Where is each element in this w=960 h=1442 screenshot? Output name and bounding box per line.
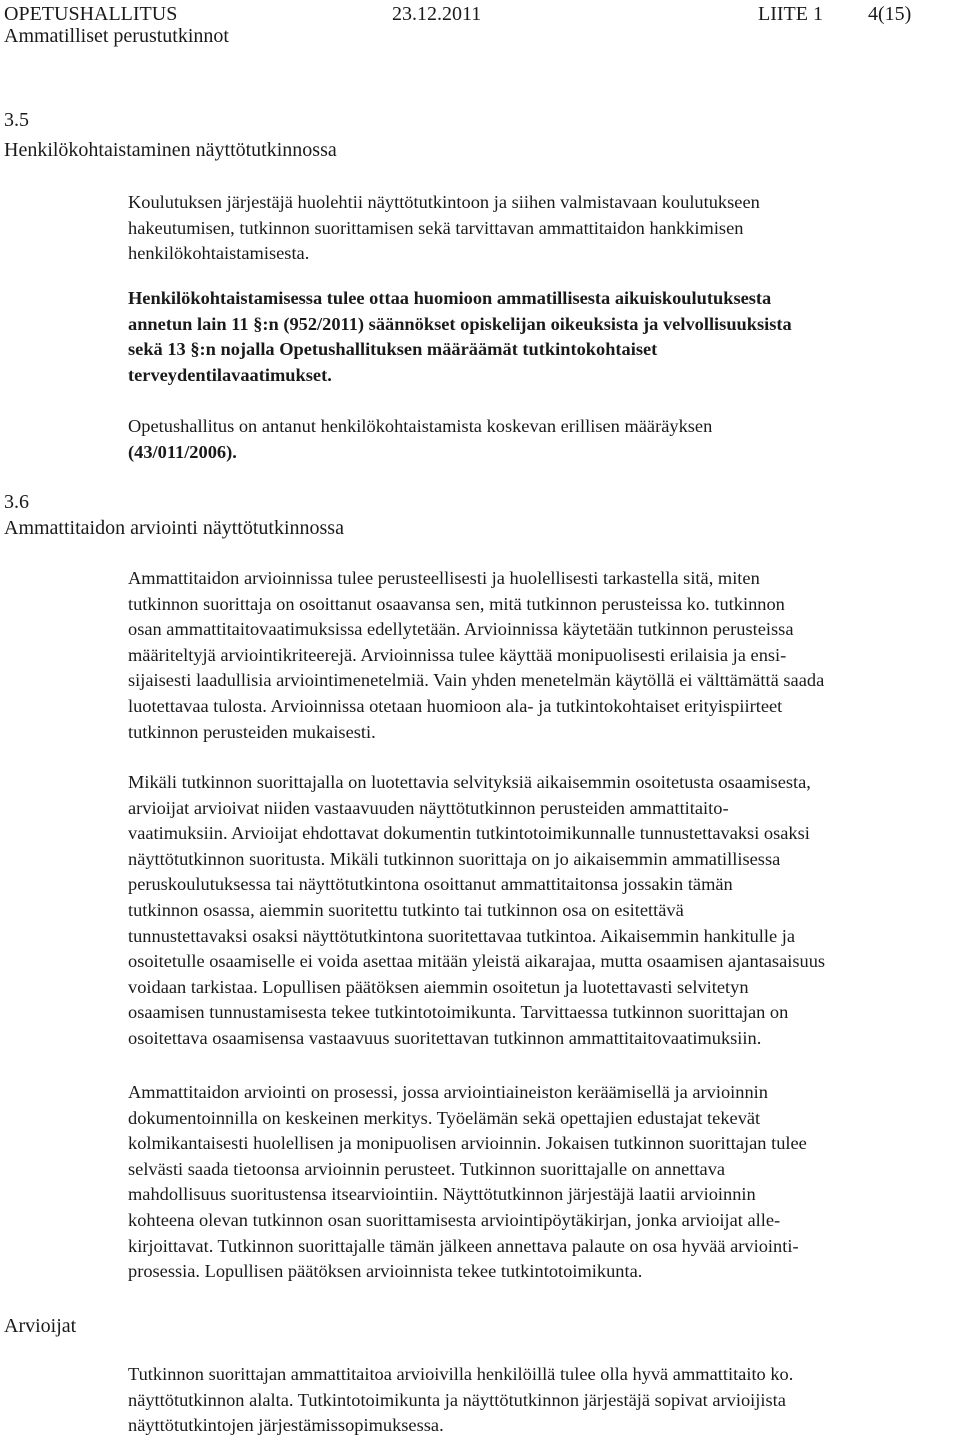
text-line: annetun lain 11 §:n (952/2011) säännökset opiskelijan oikeuksista ja velvollisuuksista: [128, 313, 792, 334]
arvioijat-paragraph: [128, 1362, 793, 1439]
text-line: hakeutumisen, tutkinnon suorittamisen sekä tarvittavan ammattitaidon hankkimisen: [128, 217, 744, 238]
text-line: tutkinnon suorittaja on osoittanut osaavansa sen, mitä tutkinnon perusteissa ko. tutkinnon: [128, 593, 785, 614]
text-line: kirjoittavat. Tutkinnon suorittajalle tämän jälkeen annettava palaute on osa hyvää arviointi-: [128, 1235, 799, 1256]
text-line: tutkinnon osassa, aiemmin suoritettu tutkinto tai tutkinnon osa on esitettävä: [128, 899, 684, 920]
text-line: tunnustettavaksi osaksi näyttötutkintona suoritettavaa tutkintoa. Aikaisemmin hankitulle ja: [128, 925, 796, 946]
text-line: tutkinnon perusteiden mukaisesti.: [128, 721, 376, 742]
header-subtitle: Ammatilliset perustutkinnot: [4, 25, 229, 47]
header-date: 23.12.2011: [392, 3, 482, 25]
text-line: Henkilökohtaistamisessa tulee ottaa huomioon ammatillisesta aikuiskoulutuksesta: [128, 288, 772, 308]
text-line: määriteltyjä arviointikriteerejä. Arvioinnissa tulee käyttää monipuolisesti erilaisia ja ensi-: [128, 644, 787, 665]
text-line: (43/011/2006).: [128, 441, 237, 462]
text-line: osoitetulle osaamiselle ei voida asettaa mitään yleistä aikarajaa, mutta osaamisen ajantasaisuus: [128, 951, 826, 972]
text-line: voidaan tarkistaa. Lopullisen päätöksen aiemmin osoitetun ja luotettavasti selvitetyn: [128, 976, 749, 997]
section-3-6-paragraph-2: [128, 770, 825, 1052]
section-3-5-paragraph-2: [128, 286, 792, 388]
section-3-6-paragraph-1: [128, 566, 824, 745]
section-title-ammattitaidon-arviointi: Ammattitaidon arviointi näyttötutkinnossa: [4, 517, 344, 539]
text-line: dokumentoinnilla on keskeinen merkitys. Työelämän sekä opettajien edustajat tekevät: [128, 1107, 761, 1128]
text-line: osaamisen tunnustamisesta tekee tutkintotoimikunta. Tarvittaessa tutkinnon suorittajan on: [128, 1002, 789, 1023]
text-line: näyttötutkinnon alalta. Tutkintotoimikunta ja näyttötutkinnon järjestäjä sopivat arvioijista: [128, 1389, 786, 1410]
text-line: prosessia. Lopullisen päätöksen arvioinnista tekee tutkintotoimikunta.: [128, 1261, 643, 1282]
text-line: osan ammattitaitovaatimuksissa edellytetään. Arvioinnissa käytetään tutkinnon perusteissa: [128, 619, 794, 640]
section-number-3-5: 3.5: [4, 109, 29, 131]
text-line: terveydentilavaatimukset.: [128, 364, 332, 385]
text-line: näyttötutkinnon suoritusta. Mikäli tutkinnon suorittaja on jo aikaisemmin ammatillisessa: [128, 848, 781, 869]
text-line: peruskoulutuksessa tai näyttötutkintona osoittanut ammattitaitonsa jossakin tämän: [128, 874, 733, 895]
text-line: kohteena olevan tutkinnon osan suorittamisesta arviointipöytäkirjan, jonka arvioijat alle-: [128, 1209, 781, 1230]
text-line: Ammattitaidon arvioinnissa tulee perusteellisesti ja huolellisesti tarkastella sitä, miten: [128, 568, 760, 588]
section-3-5-paragraph-3: [128, 414, 712, 465]
section-3-5-paragraph-1: [128, 190, 760, 267]
text-line: Ammattitaidon arviointi on prosessi, jossa arviointiaineiston keräämisellä ja arvioinnin: [128, 1082, 768, 1102]
text-line: arvioijat arvioivat niiden vastaavuuden näyttötutkinnon perusteiden ammattitaito-: [128, 797, 729, 818]
text-line: vaatimuksiin. Arvioijat ehdottavat dokumentin tutkintotoimikunnalle tunnustettavaksi osaksi: [128, 823, 810, 844]
text-line: Mikäli tutkinnon suorittajalla on luotettavia selvityksiä aikaisemmin osoitetusta osaamisesta,: [128, 772, 811, 792]
text-line: Koulutuksen järjestäjä huolehtii näyttötutkintoon ja siihen valmistavaan koulutukseen: [128, 192, 760, 212]
text-line: luotettavaa tulosta. Arvioinnissa otetaan huomioon ala- ja tutkintokohtaiset erityispiirteet: [128, 695, 783, 716]
section-title-henkilokohtaistaminen: Henkilökohtaistaminen näyttötutkinnossa: [4, 139, 337, 161]
text-line: henkilökohtaistamisesta.: [128, 243, 310, 264]
section-3-6-paragraph-3: [128, 1080, 807, 1285]
text-line: sijaisesti laadullisia arviointimenetelmiä. Vain yhden menetelmän käytöllä ei välttämättä saada: [128, 670, 825, 691]
header-org: OPETUSHALLITUS: [4, 3, 178, 25]
text-line: kolmikantaisesti huolellisen ja monipuolisen arvioinnin. Jokaisen tutkinnon suorittajan tulee: [128, 1133, 807, 1154]
header-page-number: 4(15): [868, 3, 912, 25]
text-line: Tutkinnon suorittajan ammattitaitoa arvioivilla henkilöillä tulee olla hyvä ammattitaito ko.: [128, 1364, 794, 1384]
text-line: näyttötutkintojen järjestämissopimuksessa.: [128, 1415, 444, 1436]
text-line: osoitettava osaamisensa vastaavuus suoritettavan tutkinnon ammattitaitovaatimuksiin.: [128, 1027, 762, 1048]
side-label-arvioijat: Arvioijat: [4, 1315, 77, 1337]
section-number-3-6: 3.6: [4, 491, 29, 513]
text-line: Opetushallitus on antanut henkilökohtaistamista koskevan erillisen määräyksen: [128, 416, 713, 436]
header-appendix: LIITE 1: [758, 3, 823, 25]
text-line: selvästi saada tietoonsa arvioinnin perusteet. Tutkinnon suorittajalle on annettava: [128, 1158, 726, 1179]
text-line: sekä 13 §:n nojalla Opetushallituksen määräämät tutkintokohtaiset: [128, 339, 658, 360]
text-line: mahdollisuus suoritustensa itsearviointiin. Näyttötutkinnon järjestäjä laatii arvioinnin: [128, 1184, 756, 1205]
